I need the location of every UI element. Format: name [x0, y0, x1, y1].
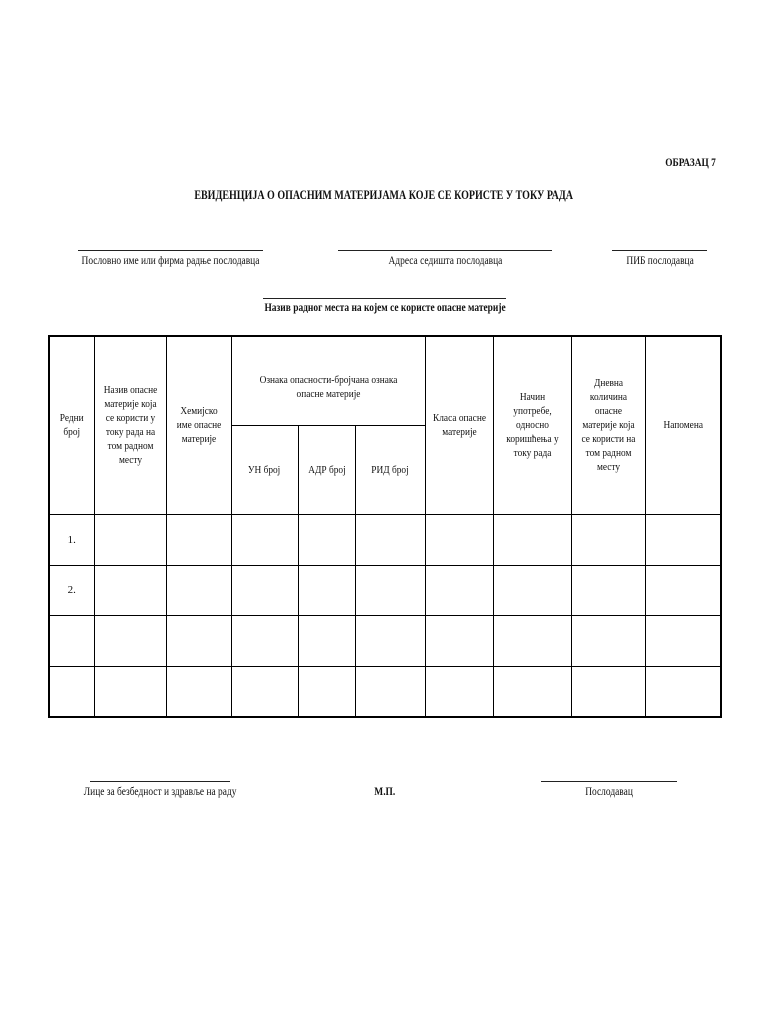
pib-line: [612, 250, 707, 251]
table-cell[interactable]: [645, 514, 721, 565]
pib-label-text: ПИБ послодавца: [626, 255, 694, 267]
table-cell[interactable]: [94, 565, 166, 615]
hazardous-materials-table: [48, 335, 722, 718]
header-substance-name-text: Назив опасне материје која се користи у току рада на том радном месту: [103, 384, 157, 467]
header-serial-text: Редни број: [59, 412, 84, 439]
header-usage-text: Начин употребе, односно коришћења у току рада: [505, 391, 559, 460]
table-cell[interactable]: [645, 615, 721, 666]
table-cell[interactable]: [571, 615, 645, 666]
table-cell[interactable]: [493, 514, 571, 565]
table-cell[interactable]: [94, 666, 166, 717]
workplace-label-text: Назив радног места на којем се користе опасне материје: [264, 302, 506, 314]
table-cell[interactable]: [94, 615, 166, 666]
table-cell[interactable]: [166, 666, 231, 717]
header-note-text: Напомена: [663, 419, 703, 432]
workplace-label: [230, 302, 540, 314]
table-cell[interactable]: [166, 514, 231, 565]
employer-signature-label-text: Послодавац: [585, 786, 633, 798]
document-title-text: ЕВИДЕНЦИЈА О ОПАСНИМ МАТЕРИЈАМА КОЈЕ СЕ КОРИСТЕ У ТОКУ РАДА: [194, 188, 574, 202]
workplace-line: [263, 298, 506, 299]
table-cell[interactable]: [298, 514, 355, 565]
safety-officer-label-text: Лице за безбедност и здравље на раду: [83, 786, 237, 798]
table-row: [49, 666, 721, 717]
table-cell[interactable]: [166, 615, 231, 666]
form-number: ОБРАЗАЦ 7: [665, 155, 716, 169]
table-cell[interactable]: [231, 565, 298, 615]
table-cell[interactable]: [493, 666, 571, 717]
address-line: [338, 250, 552, 251]
table-row: [49, 514, 721, 565]
table-cell[interactable]: [571, 666, 645, 717]
table-cell[interactable]: [355, 666, 425, 717]
table-cell[interactable]: [355, 514, 425, 565]
table-cell[interactable]: [425, 615, 493, 666]
table-cell[interactable]: [94, 514, 166, 565]
header-hazard-group: [231, 336, 425, 425]
header-chemical-name-text: Хемијско име опасне материје: [176, 405, 221, 446]
table-cell[interactable]: [571, 514, 645, 565]
header-daily-quantity-text: Дневна количина опасне материје која се користи на том радном месту: [581, 377, 635, 474]
row-number-cell: 2.: [49, 565, 94, 615]
table-cell[interactable]: [493, 565, 571, 615]
stamp-label: [345, 786, 425, 798]
header-rid: [355, 425, 425, 514]
table-row: [49, 615, 721, 666]
header-serial: [49, 336, 94, 514]
table-cell[interactable]: [493, 615, 571, 666]
table-cell[interactable]: [355, 565, 425, 615]
stamp-label-text: М.П.: [374, 786, 396, 798]
table-cell[interactable]: [425, 565, 493, 615]
table-cell[interactable]: [298, 615, 355, 666]
table-cell[interactable]: [425, 514, 493, 565]
pib-label: [590, 255, 730, 267]
table-cell[interactable]: [231, 615, 298, 666]
header-un-text: УН број: [248, 463, 281, 476]
table-cell[interactable]: [298, 666, 355, 717]
header-note: [645, 336, 721, 514]
header-adr-text: АДР број: [307, 463, 346, 476]
address-label: [325, 255, 565, 267]
header-usage: [493, 336, 571, 514]
header-hazard-class: [425, 336, 493, 514]
header-hazard-group-text: Ознака опасности-бројчана ознака опасне материје: [259, 374, 397, 400]
safety-officer-label: [50, 786, 270, 798]
employer-signature-label: [541, 786, 677, 798]
table-cell[interactable]: [231, 666, 298, 717]
table-row: [49, 565, 721, 615]
employer-name-line: [78, 250, 263, 251]
header-rid-text: РИД број: [371, 463, 409, 476]
row-number-cell: 1.: [49, 514, 94, 565]
header-hazard-class-text: Класа опасне материје: [432, 412, 486, 439]
header-chemical-name: [166, 336, 231, 514]
table-cell[interactable]: [231, 514, 298, 565]
row-number-cell: [49, 666, 94, 717]
table-cell[interactable]: [645, 565, 721, 615]
table-cell[interactable]: [425, 666, 493, 717]
employer-name-label: [48, 255, 293, 267]
employer-signature-line: [541, 781, 677, 782]
safety-officer-line: [90, 781, 230, 782]
table-cell[interactable]: [571, 565, 645, 615]
header-substance-name: [94, 336, 166, 514]
table-cell[interactable]: [645, 666, 721, 717]
document-title: [0, 188, 768, 203]
row-number-cell: [49, 615, 94, 666]
header-daily-quantity: [571, 336, 645, 514]
table-cell[interactable]: [166, 565, 231, 615]
table-cell[interactable]: [355, 615, 425, 666]
employer-name-label-text: Пословно име или фирма радње послодавца: [81, 255, 260, 267]
header-un: [231, 425, 298, 514]
table-cell[interactable]: [298, 565, 355, 615]
header-adr: [298, 425, 355, 514]
address-label-text: Адреса седишта послодавца: [388, 255, 502, 267]
